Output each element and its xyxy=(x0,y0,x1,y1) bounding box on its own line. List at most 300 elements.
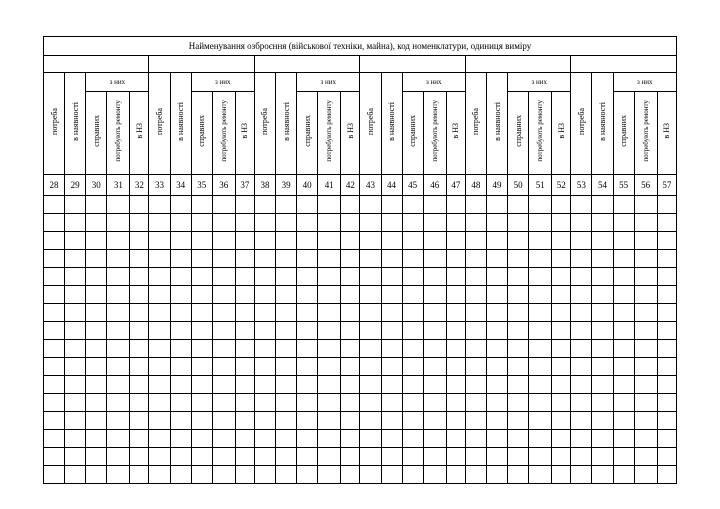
table-cell[interactable] xyxy=(381,322,402,340)
table-cell[interactable] xyxy=(65,376,86,394)
table-cell[interactable] xyxy=(381,304,402,322)
table-cell[interactable] xyxy=(613,322,634,340)
table-cell[interactable] xyxy=(341,358,360,376)
table-cell[interactable] xyxy=(657,394,676,412)
table-cell[interactable] xyxy=(341,412,360,430)
table-cell[interactable] xyxy=(613,394,634,412)
table-cell[interactable] xyxy=(44,322,65,340)
table-cell[interactable] xyxy=(465,286,486,304)
table-cell[interactable] xyxy=(657,448,676,466)
table-cell[interactable] xyxy=(486,412,507,430)
table-cell[interactable] xyxy=(318,394,341,412)
table-cell[interactable] xyxy=(592,412,613,430)
table-cell[interactable] xyxy=(212,376,235,394)
table-cell[interactable] xyxy=(65,304,86,322)
table-cell[interactable] xyxy=(634,250,657,268)
table-cell[interactable] xyxy=(613,304,634,322)
table-cell[interactable] xyxy=(44,412,65,430)
table-cell[interactable] xyxy=(235,304,254,322)
table-cell[interactable] xyxy=(465,466,486,484)
table-cell[interactable] xyxy=(235,250,254,268)
table-cell[interactable] xyxy=(149,304,170,322)
table-cell[interactable] xyxy=(130,304,149,322)
table-cell[interactable] xyxy=(86,358,107,376)
table-cell[interactable] xyxy=(446,196,465,214)
table-cell[interactable] xyxy=(571,394,592,412)
table-cell[interactable] xyxy=(613,430,634,448)
table-cell[interactable] xyxy=(613,412,634,430)
table-cell[interactable] xyxy=(657,232,676,250)
table-cell[interactable] xyxy=(107,394,130,412)
table-cell[interactable] xyxy=(657,304,676,322)
table-cell[interactable] xyxy=(170,376,191,394)
table-cell[interactable] xyxy=(170,340,191,358)
table-cell[interactable] xyxy=(86,412,107,430)
table-cell[interactable] xyxy=(212,340,235,358)
table-cell[interactable] xyxy=(465,322,486,340)
table-cell[interactable] xyxy=(381,214,402,232)
table-cell[interactable] xyxy=(402,286,423,304)
table-cell[interactable] xyxy=(552,430,571,448)
table-cell[interactable] xyxy=(446,340,465,358)
table-cell[interactable] xyxy=(613,232,634,250)
table-cell[interactable] xyxy=(297,250,318,268)
table-cell[interactable] xyxy=(107,430,130,448)
table-cell[interactable] xyxy=(508,268,529,286)
table-cell[interactable] xyxy=(191,304,212,322)
table-cell[interactable] xyxy=(571,196,592,214)
table-cell[interactable] xyxy=(191,250,212,268)
table-cell[interactable] xyxy=(360,322,381,340)
table-cell[interactable] xyxy=(318,322,341,340)
table-cell[interactable] xyxy=(465,196,486,214)
table-cell[interactable] xyxy=(552,268,571,286)
table-cell[interactable] xyxy=(657,214,676,232)
table-cell[interactable] xyxy=(341,322,360,340)
table-cell[interactable] xyxy=(657,268,676,286)
table-cell[interactable] xyxy=(486,430,507,448)
table-cell[interactable] xyxy=(381,340,402,358)
table-cell[interactable] xyxy=(276,394,297,412)
table-cell[interactable] xyxy=(465,268,486,286)
table-cell[interactable] xyxy=(254,196,275,214)
table-cell[interactable] xyxy=(423,358,446,376)
table-cell[interactable] xyxy=(529,430,552,448)
table-cell[interactable] xyxy=(423,268,446,286)
table-cell[interactable] xyxy=(486,232,507,250)
table-cell[interactable] xyxy=(297,268,318,286)
table-cell[interactable] xyxy=(552,358,571,376)
table-cell[interactable] xyxy=(149,340,170,358)
table-cell[interactable] xyxy=(552,394,571,412)
table-cell[interactable] xyxy=(44,376,65,394)
table-cell[interactable] xyxy=(486,376,507,394)
table-cell[interactable] xyxy=(613,466,634,484)
table-cell[interactable] xyxy=(318,250,341,268)
table-cell[interactable] xyxy=(486,448,507,466)
table-cell[interactable] xyxy=(486,286,507,304)
table-cell[interactable] xyxy=(276,304,297,322)
table-cell[interactable] xyxy=(571,268,592,286)
table-cell[interactable] xyxy=(276,286,297,304)
table-cell[interactable] xyxy=(446,430,465,448)
table-cell[interactable] xyxy=(592,304,613,322)
table-cell[interactable] xyxy=(552,412,571,430)
table-cell[interactable] xyxy=(130,268,149,286)
table-cell[interactable] xyxy=(44,268,65,286)
table-cell[interactable] xyxy=(318,412,341,430)
table-cell[interactable] xyxy=(486,322,507,340)
table-cell[interactable] xyxy=(170,196,191,214)
table-cell[interactable] xyxy=(297,466,318,484)
table-cell[interactable] xyxy=(191,286,212,304)
table-cell[interactable] xyxy=(465,448,486,466)
table-cell[interactable] xyxy=(529,394,552,412)
table-cell[interactable] xyxy=(149,214,170,232)
table-cell[interactable] xyxy=(446,286,465,304)
table-cell[interactable] xyxy=(86,286,107,304)
table-cell[interactable] xyxy=(486,214,507,232)
table-cell[interactable] xyxy=(254,430,275,448)
table-cell[interactable] xyxy=(381,286,402,304)
table-cell[interactable] xyxy=(381,376,402,394)
table-cell[interactable] xyxy=(657,412,676,430)
table-cell[interactable] xyxy=(592,448,613,466)
table-cell[interactable] xyxy=(297,232,318,250)
table-cell[interactable] xyxy=(341,232,360,250)
table-cell[interactable] xyxy=(276,376,297,394)
table-cell[interactable] xyxy=(191,214,212,232)
table-cell[interactable] xyxy=(360,466,381,484)
table-cell[interactable] xyxy=(552,286,571,304)
table-cell[interactable] xyxy=(657,322,676,340)
table-cell[interactable] xyxy=(613,340,634,358)
table-cell[interactable] xyxy=(254,340,275,358)
table-cell[interactable] xyxy=(65,214,86,232)
table-cell[interactable] xyxy=(212,286,235,304)
table-cell[interactable] xyxy=(235,214,254,232)
table-cell[interactable] xyxy=(149,466,170,484)
table-cell[interactable] xyxy=(360,250,381,268)
table-cell[interactable] xyxy=(130,232,149,250)
table-cell[interactable] xyxy=(634,430,657,448)
table-cell[interactable] xyxy=(571,304,592,322)
table-cell[interactable] xyxy=(360,304,381,322)
table-cell[interactable] xyxy=(297,322,318,340)
table-cell[interactable] xyxy=(254,304,275,322)
table-cell[interactable] xyxy=(486,358,507,376)
table-cell[interactable] xyxy=(276,322,297,340)
table-cell[interactable] xyxy=(318,430,341,448)
table-cell[interactable] xyxy=(297,376,318,394)
table-cell[interactable] xyxy=(44,232,65,250)
table-cell[interactable] xyxy=(130,394,149,412)
table-cell[interactable] xyxy=(65,232,86,250)
table-cell[interactable] xyxy=(402,412,423,430)
table-cell[interactable] xyxy=(130,412,149,430)
table-cell[interactable] xyxy=(592,196,613,214)
table-cell[interactable] xyxy=(571,430,592,448)
table-cell[interactable] xyxy=(235,196,254,214)
table-cell[interactable] xyxy=(529,196,552,214)
table-cell[interactable] xyxy=(235,322,254,340)
table-cell[interactable] xyxy=(486,340,507,358)
table-cell[interactable] xyxy=(446,394,465,412)
table-cell[interactable] xyxy=(529,412,552,430)
table-cell[interactable] xyxy=(86,448,107,466)
table-cell[interactable] xyxy=(107,340,130,358)
table-cell[interactable] xyxy=(465,232,486,250)
table-cell[interactable] xyxy=(529,340,552,358)
table-cell[interactable] xyxy=(465,250,486,268)
table-cell[interactable] xyxy=(254,286,275,304)
table-cell[interactable] xyxy=(402,340,423,358)
table-cell[interactable] xyxy=(276,214,297,232)
table-cell[interactable] xyxy=(86,304,107,322)
table-cell[interactable] xyxy=(191,376,212,394)
table-cell[interactable] xyxy=(341,376,360,394)
table-cell[interactable] xyxy=(613,196,634,214)
table-cell[interactable] xyxy=(191,394,212,412)
table-cell[interactable] xyxy=(529,322,552,340)
table-cell[interactable] xyxy=(191,412,212,430)
table-cell[interactable] xyxy=(402,466,423,484)
table-cell[interactable] xyxy=(170,322,191,340)
table-cell[interactable] xyxy=(276,430,297,448)
table-cell[interactable] xyxy=(44,358,65,376)
table-cell[interactable] xyxy=(86,196,107,214)
table-cell[interactable] xyxy=(613,358,634,376)
table-cell[interactable] xyxy=(341,394,360,412)
table-cell[interactable] xyxy=(297,412,318,430)
table-cell[interactable] xyxy=(212,232,235,250)
table-cell[interactable] xyxy=(381,268,402,286)
table-cell[interactable] xyxy=(130,466,149,484)
table-cell[interactable] xyxy=(318,286,341,304)
table-cell[interactable] xyxy=(191,268,212,286)
table-cell[interactable] xyxy=(529,268,552,286)
table-cell[interactable] xyxy=(341,286,360,304)
table-cell[interactable] xyxy=(130,430,149,448)
table-cell[interactable] xyxy=(465,340,486,358)
table-cell[interactable] xyxy=(318,304,341,322)
table-cell[interactable] xyxy=(254,376,275,394)
table-cell[interactable] xyxy=(423,430,446,448)
table-cell[interactable] xyxy=(446,358,465,376)
table-cell[interactable] xyxy=(170,466,191,484)
table-cell[interactable] xyxy=(276,250,297,268)
table-cell[interactable] xyxy=(341,430,360,448)
table-cell[interactable] xyxy=(212,430,235,448)
table-cell[interactable] xyxy=(657,430,676,448)
table-cell[interactable] xyxy=(552,466,571,484)
table-cell[interactable] xyxy=(508,412,529,430)
table-cell[interactable] xyxy=(235,394,254,412)
table-cell[interactable] xyxy=(381,358,402,376)
table-cell[interactable] xyxy=(360,286,381,304)
table-cell[interactable] xyxy=(65,196,86,214)
table-cell[interactable] xyxy=(170,394,191,412)
table-cell[interactable] xyxy=(107,322,130,340)
table-cell[interactable] xyxy=(657,358,676,376)
table-cell[interactable] xyxy=(276,196,297,214)
table-cell[interactable] xyxy=(381,394,402,412)
table-cell[interactable] xyxy=(149,268,170,286)
table-cell[interactable] xyxy=(552,322,571,340)
table-cell[interactable] xyxy=(552,196,571,214)
table-cell[interactable] xyxy=(613,214,634,232)
table-cell[interactable] xyxy=(191,448,212,466)
table-cell[interactable] xyxy=(65,358,86,376)
table-cell[interactable] xyxy=(592,286,613,304)
table-cell[interactable] xyxy=(402,304,423,322)
table-cell[interactable] xyxy=(341,196,360,214)
table-cell[interactable] xyxy=(254,412,275,430)
table-cell[interactable] xyxy=(508,196,529,214)
table-cell[interactable] xyxy=(318,268,341,286)
table-cell[interactable] xyxy=(486,394,507,412)
table-cell[interactable] xyxy=(592,376,613,394)
table-cell[interactable] xyxy=(212,196,235,214)
table-cell[interactable] xyxy=(402,448,423,466)
table-cell[interactable] xyxy=(276,268,297,286)
table-cell[interactable] xyxy=(508,358,529,376)
table-cell[interactable] xyxy=(592,430,613,448)
table-cell[interactable] xyxy=(107,232,130,250)
table-cell[interactable] xyxy=(297,286,318,304)
table-cell[interactable] xyxy=(297,394,318,412)
table-cell[interactable] xyxy=(212,394,235,412)
table-cell[interactable] xyxy=(634,286,657,304)
table-cell[interactable] xyxy=(634,448,657,466)
table-cell[interactable] xyxy=(613,376,634,394)
table-cell[interactable] xyxy=(212,268,235,286)
table-cell[interactable] xyxy=(402,322,423,340)
table-cell[interactable] xyxy=(634,376,657,394)
table-cell[interactable] xyxy=(529,232,552,250)
table-cell[interactable] xyxy=(86,430,107,448)
table-cell[interactable] xyxy=(508,340,529,358)
table-cell[interactable] xyxy=(276,340,297,358)
table-cell[interactable] xyxy=(508,376,529,394)
table-cell[interactable] xyxy=(402,214,423,232)
table-cell[interactable] xyxy=(235,232,254,250)
table-cell[interactable] xyxy=(44,340,65,358)
table-cell[interactable] xyxy=(170,232,191,250)
table-cell[interactable] xyxy=(318,448,341,466)
table-cell[interactable] xyxy=(341,448,360,466)
table-cell[interactable] xyxy=(592,358,613,376)
table-cell[interactable] xyxy=(65,466,86,484)
table-cell[interactable] xyxy=(107,250,130,268)
table-cell[interactable] xyxy=(297,340,318,358)
table-cell[interactable] xyxy=(212,214,235,232)
table-cell[interactable] xyxy=(86,466,107,484)
table-cell[interactable] xyxy=(571,412,592,430)
table-cell[interactable] xyxy=(44,430,65,448)
table-cell[interactable] xyxy=(86,250,107,268)
table-cell[interactable] xyxy=(634,214,657,232)
table-cell[interactable] xyxy=(529,286,552,304)
table-cell[interactable] xyxy=(529,448,552,466)
table-cell[interactable] xyxy=(65,268,86,286)
table-cell[interactable] xyxy=(107,412,130,430)
table-cell[interactable] xyxy=(613,286,634,304)
table-cell[interactable] xyxy=(149,232,170,250)
table-cell[interactable] xyxy=(634,358,657,376)
table-cell[interactable] xyxy=(212,358,235,376)
table-cell[interactable] xyxy=(446,376,465,394)
table-cell[interactable] xyxy=(235,430,254,448)
table-cell[interactable] xyxy=(446,250,465,268)
table-cell[interactable] xyxy=(212,304,235,322)
table-cell[interactable] xyxy=(235,376,254,394)
table-cell[interactable] xyxy=(423,376,446,394)
table-cell[interactable] xyxy=(360,358,381,376)
table-cell[interactable] xyxy=(465,430,486,448)
table-cell[interactable] xyxy=(571,466,592,484)
table-cell[interactable] xyxy=(446,322,465,340)
table-cell[interactable] xyxy=(191,322,212,340)
table-cell[interactable] xyxy=(508,286,529,304)
table-cell[interactable] xyxy=(552,250,571,268)
table-cell[interactable] xyxy=(508,430,529,448)
table-cell[interactable] xyxy=(465,412,486,430)
table-cell[interactable] xyxy=(592,322,613,340)
table-cell[interactable] xyxy=(634,268,657,286)
table-cell[interactable] xyxy=(446,412,465,430)
table-cell[interactable] xyxy=(381,250,402,268)
table-cell[interactable] xyxy=(130,214,149,232)
table-cell[interactable] xyxy=(446,448,465,466)
table-cell[interactable] xyxy=(423,196,446,214)
table-cell[interactable] xyxy=(318,358,341,376)
table-cell[interactable] xyxy=(529,358,552,376)
table-cell[interactable] xyxy=(613,268,634,286)
table-cell[interactable] xyxy=(65,250,86,268)
table-cell[interactable] xyxy=(276,358,297,376)
table-cell[interactable] xyxy=(235,412,254,430)
table-cell[interactable] xyxy=(254,232,275,250)
table-cell[interactable] xyxy=(276,448,297,466)
table-cell[interactable] xyxy=(170,358,191,376)
table-cell[interactable] xyxy=(86,232,107,250)
table-cell[interactable] xyxy=(212,448,235,466)
table-cell[interactable] xyxy=(402,268,423,286)
table-cell[interactable] xyxy=(107,304,130,322)
table-cell[interactable] xyxy=(552,214,571,232)
table-cell[interactable] xyxy=(254,394,275,412)
table-cell[interactable] xyxy=(571,286,592,304)
table-cell[interactable] xyxy=(634,196,657,214)
table-cell[interactable] xyxy=(486,268,507,286)
table-cell[interactable] xyxy=(381,196,402,214)
table-cell[interactable] xyxy=(297,358,318,376)
table-cell[interactable] xyxy=(235,358,254,376)
table-cell[interactable] xyxy=(508,232,529,250)
table-cell[interactable] xyxy=(107,466,130,484)
table-cell[interactable] xyxy=(508,394,529,412)
table-cell[interactable] xyxy=(318,466,341,484)
table-cell[interactable] xyxy=(254,250,275,268)
table-cell[interactable] xyxy=(508,214,529,232)
table-cell[interactable] xyxy=(592,250,613,268)
table-cell[interactable] xyxy=(130,322,149,340)
table-cell[interactable] xyxy=(44,394,65,412)
table-cell[interactable] xyxy=(613,448,634,466)
table-cell[interactable] xyxy=(552,376,571,394)
table-cell[interactable] xyxy=(402,196,423,214)
